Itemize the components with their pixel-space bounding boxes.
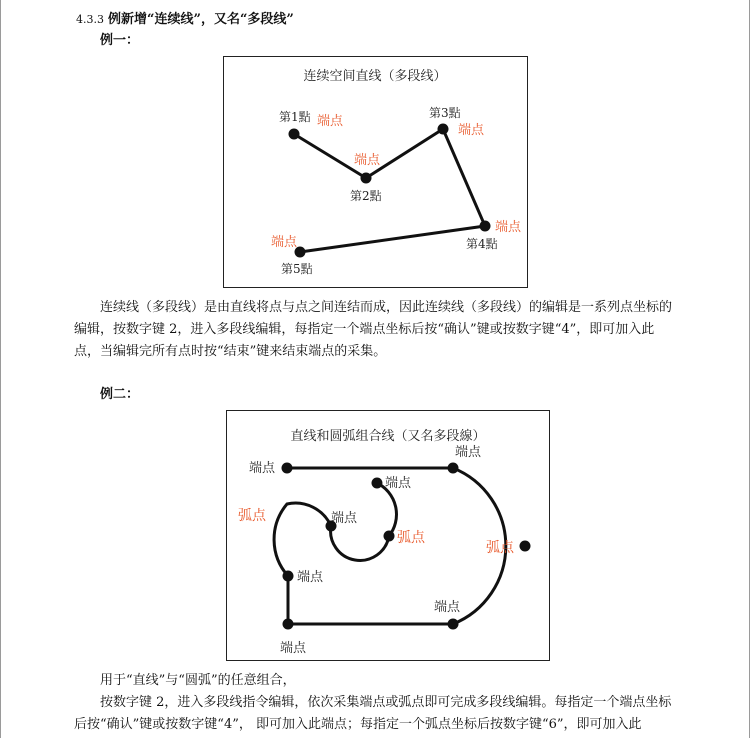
fig1-polyline — [294, 129, 485, 252]
example1-label: 例一： — [100, 33, 140, 48]
example1-paragraph-line-1: 连续线（多段线）是由直线将点与点之间连结而成，因此连续线（多段线）的编辑是一系列点坐标的 — [100, 300, 673, 315]
fig2-endpoint-label-center: 端点 — [331, 511, 358, 526]
fig2-arc-label-small: 弧点 — [397, 530, 425, 546]
figure-polyline — [223, 56, 528, 288]
fig1-point-5-label: 第5點 — [281, 262, 313, 276]
example2-paragraph — [74, 670, 671, 736]
fig1-point-4-label: 第4點 — [466, 237, 498, 251]
fig2-path — [274, 468, 506, 624]
fig1-point-1-label: 第1點 — [279, 110, 311, 124]
fig2-endpoint-label-mid-left: 端点 — [297, 570, 324, 585]
fig1-point-3-label: 第3點 — [429, 106, 461, 120]
fig1-point-3-tag: 端点 — [458, 123, 485, 138]
fig2-node-bottom-left — [283, 619, 294, 630]
fig2-node-small-arc — [384, 531, 395, 542]
fig2-endpoint-label-bottom-right: 端点 — [434, 600, 461, 615]
example1-paragraph — [74, 297, 672, 363]
fig2-title: 直线和圆弧组合线（又名多段線） — [290, 429, 486, 444]
fig2-node-big-arc — [520, 541, 531, 552]
fig1-point-4 — [480, 221, 491, 232]
fig2-endpoint-label-bottom-left: 端点 — [280, 641, 307, 656]
fig1-point-3 — [438, 124, 449, 135]
fig1-point-2 — [361, 173, 372, 184]
fig2-node-end — [372, 478, 383, 489]
fig1-point-2-tag: 端点 — [354, 153, 381, 168]
section-number: 4.3.3 — [76, 13, 104, 26]
figure-polyline-canvas — [224, 57, 527, 287]
fig1-title: 连续空间直线（多段线） — [303, 69, 447, 84]
fig1-point-5-tag: 端点 — [271, 235, 298, 250]
figure-line-arc — [226, 410, 550, 661]
example2-paragraph-line-1: 用于“直线”与“圆弧”的任意组合， — [100, 673, 296, 688]
fig1-point-1-tag: 端点 — [317, 114, 344, 129]
fig2-arc-label-big: 弧点 — [486, 540, 514, 556]
fig2-node-top-right — [448, 463, 459, 474]
figure-line-arc-canvas — [227, 411, 549, 660]
example1-paragraph-line-2: 编辑，按数字键 2，进入多段线编辑，每指定一个端点坐标后按“确认”键或按数字键“4”，即可加入此 — [74, 322, 655, 337]
fig1-point-4-tag: 端点 — [495, 220, 522, 235]
fig2-endpoint-label-top-right: 端点 — [455, 445, 482, 460]
section-heading — [76, 8, 294, 27]
fig2-node-bottom-right — [448, 619, 459, 630]
fig2-node-mid-left — [283, 571, 294, 582]
fig1-point-2-label: 第2點 — [350, 189, 382, 203]
fig2-endpoint-label-end: 端点 — [385, 476, 412, 491]
example2-paragraph-line-2: 按数字键 2，进入多段线指令编辑，依次采集端点或弧点即可完成多段线编辑。每指定一个端点坐标 — [100, 695, 672, 710]
page-left-edge — [0, 0, 1, 738]
fig1-point-1 — [289, 129, 300, 140]
section-title: 例新增“连续线”，又名“多段线” — [108, 12, 294, 27]
fig2-endpoint-label-start: 端点 — [249, 461, 276, 476]
fig2-node-start — [282, 463, 293, 474]
example2-label: 例二： — [100, 387, 140, 402]
example1-paragraph-line-3: 点，当编辑完所有点时按“结束”键来结束端点的采集。 — [74, 344, 387, 359]
example2-paragraph-line-3: 后按“确认”键或按数字键“4”， 即可加入此端点；每指定一个弧点坐标后按数字键“6”，即可加入此 — [74, 717, 642, 732]
fig2-arc-label-left: 弧点 — [238, 508, 266, 524]
